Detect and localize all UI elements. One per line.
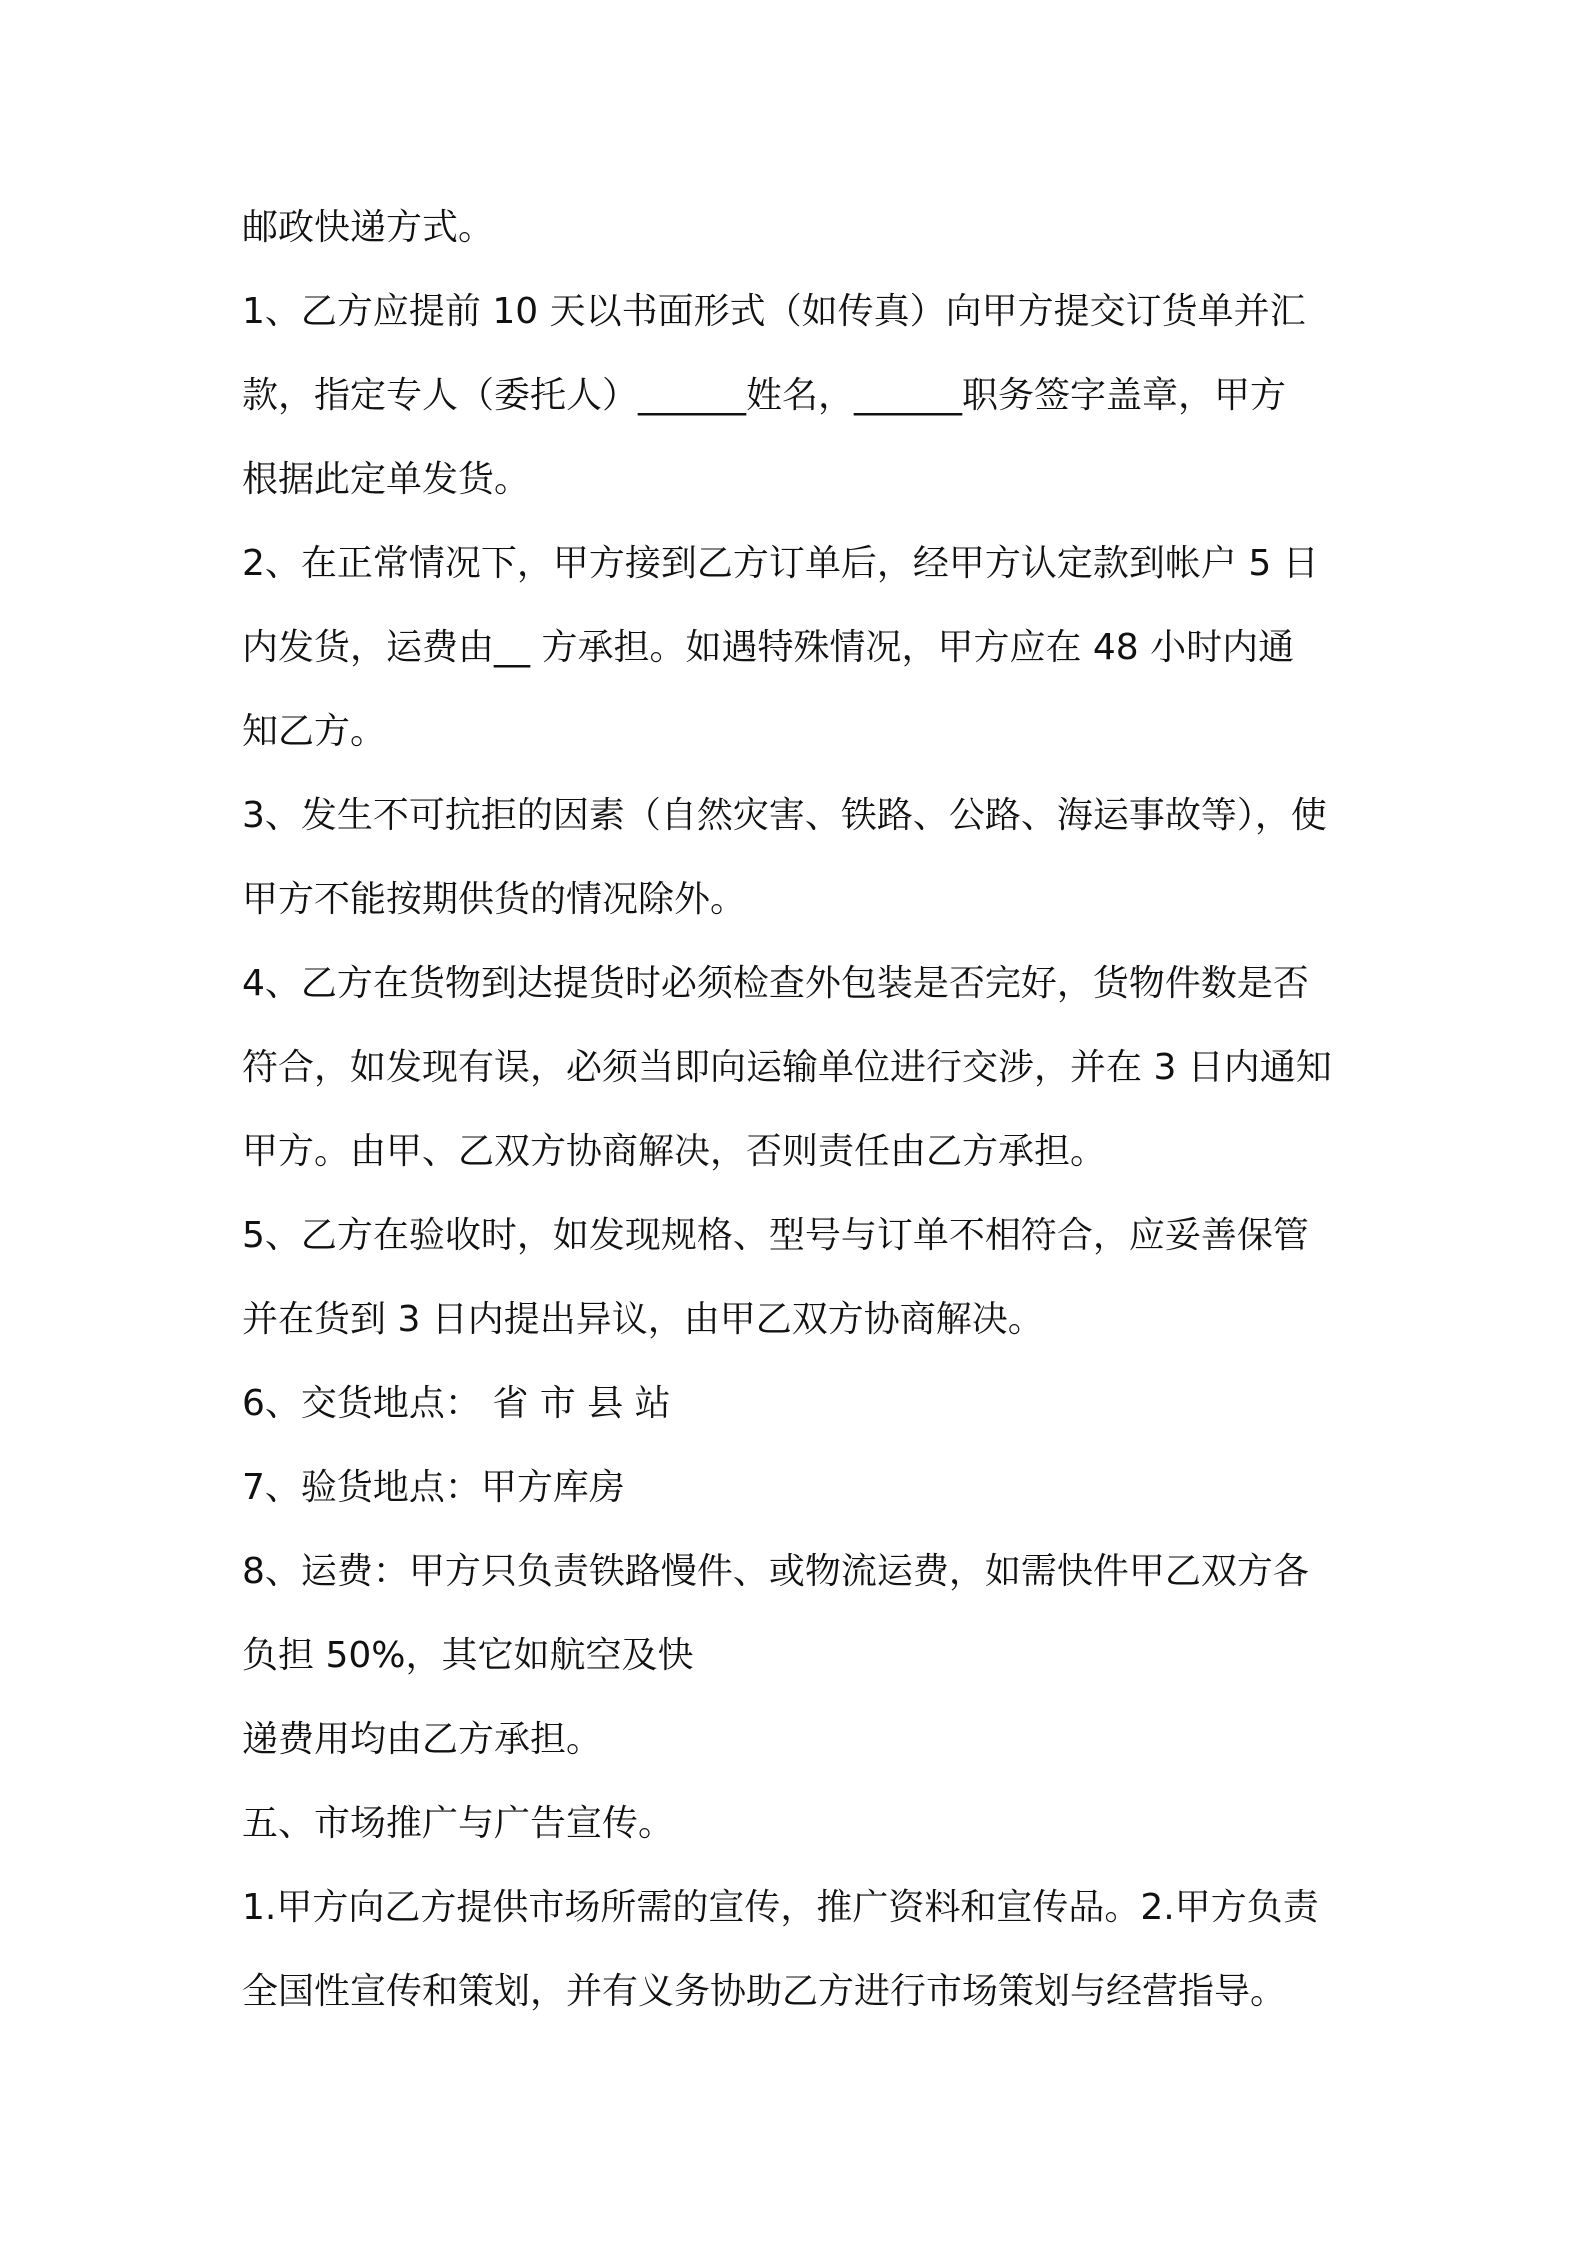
text-line: 五、市场推广与广告宣传。: [242, 1803, 675, 1844]
text-line: 甲方不能按期供货的情况除外。: [242, 879, 747, 920]
text-line: 递费用均由乙方承担。: [242, 1719, 603, 1760]
text-line: 1、乙方应提前 10 天以书面形式（如传真）向甲方提交订货单并汇: [242, 291, 1306, 332]
text-line: 6、交货地点： 省 市 县 站: [242, 1383, 671, 1424]
text-line: 2、在正常情况下，甲方接到乙方订单后，经甲方认定款到帐户 5 日: [242, 543, 1319, 584]
text-line: 3、发生不可抗拒的因素（自然灾害、铁路、公路、海运事故等），使: [242, 795, 1327, 836]
text-line: 内发货，运费由__ 方承担。如遇特殊情况，甲方应在 48 小时内通: [242, 627, 1295, 668]
text-line: 7、验货地点：甲方库房: [242, 1467, 625, 1508]
text-line: 4、乙方在货物到达提货时必须检查外包装是否完好，货物件数是否: [242, 963, 1309, 1004]
text-line: 知乙方。: [242, 711, 387, 752]
text-line: 负担 50%，其它如航空及快: [242, 1635, 694, 1676]
text-line: 甲方。由甲、乙双方协商解决，否则责任由乙方承担。: [242, 1131, 1107, 1172]
text-line: 根据此定单发货。: [242, 459, 531, 500]
text-line: 8、运费：甲方只负责铁路慢件、或物流运费，如需快件甲乙双方各: [242, 1551, 1309, 1592]
text-line: 款，指定专人（委托人）______姓名，______职务签字盖章，甲方: [242, 375, 1287, 416]
text-line: 全国性宣传和策划，并有义务协助乙方进行市场策划与经营指导。: [242, 1971, 1287, 2012]
text-line: 5、乙方在验收时，如发现规格、型号与订单不相符合，应妥善保管: [242, 1215, 1309, 1256]
document-body: [242, 200, 1362, 2048]
text-line: 符合，如发现有误，必须当即向运输单位进行交涉，并在 3 日内通知: [242, 1047, 1332, 1088]
text-line: 邮政快递方式。: [242, 207, 495, 248]
text-line: 并在货到 3 日内提出异议，由甲乙双方协商解决。: [242, 1299, 1044, 1340]
text-line: 1.甲方向乙方提供市场所需的宣传，推广资料和宣传品。2.甲方负责: [242, 1887, 1319, 1928]
